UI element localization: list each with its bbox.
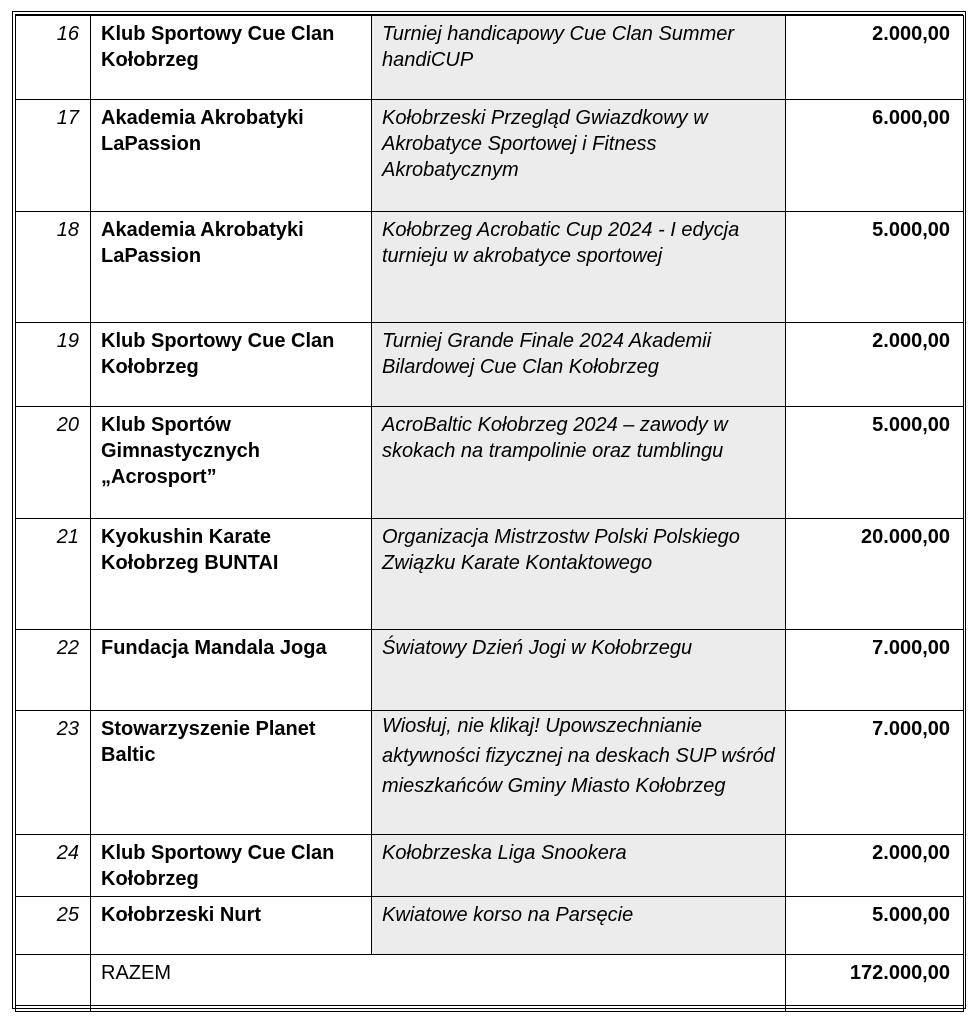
grant-amount: 6.000,00: [786, 100, 964, 212]
table-row: [16, 100, 964, 212]
grant-amount: 7.000,00: [786, 630, 964, 711]
table-row: [16, 630, 964, 711]
task-title: Kołobrzeski Przegląd Gwiazdkowy w Akrobatyce Sportowej i Fitness Akrobatycznym: [372, 100, 786, 212]
task-title: AcroBaltic Kołobrzeg 2024 – zawody w skokach na trampolinie oraz tumblingu: [372, 407, 786, 519]
row-number: 16: [16, 16, 91, 100]
organization-name: Stowarzyszenie Planet Baltic: [91, 711, 372, 835]
row-number: 25: [16, 897, 91, 955]
grant-amount: 5.000,00: [786, 407, 964, 519]
total-amount: 172.000,00: [786, 955, 964, 1012]
table-row: [16, 323, 964, 407]
grant-amount: 2.000,00: [786, 323, 964, 407]
row-number: 20: [16, 407, 91, 519]
grants-table: [15, 15, 964, 1012]
grant-amount: 20.000,00: [786, 519, 964, 630]
organization-name: Kyokushin Karate Kołobrzeg BUNTAI: [91, 519, 372, 630]
organization-name: Klub Sportowy Cue Clan Kołobrzeg: [91, 16, 372, 100]
grant-amount: 7.000,00: [786, 711, 964, 835]
total-row: [16, 955, 964, 1012]
grants-table-frame: [15, 14, 963, 1006]
table-row: [16, 212, 964, 323]
row-number: 21: [16, 519, 91, 630]
organization-name: Akademia Akrobatyki LaPassion: [91, 212, 372, 323]
task-title: Turniej handicapowy Cue Clan Summer handiCUP: [372, 16, 786, 100]
table-row: [16, 407, 964, 519]
organization-name: Akademia Akrobatyki LaPassion: [91, 100, 372, 212]
table-row: [16, 897, 964, 955]
task-title: Kołobrzeska Liga Snookera: [372, 835, 786, 897]
organization-name: Fundacja Mandala Joga: [91, 630, 372, 711]
organization-name: Klub Sportowy Cue Clan Kołobrzeg: [91, 323, 372, 407]
row-number: 18: [16, 212, 91, 323]
organization-name: Klub Sportowy Cue Clan Kołobrzeg: [91, 835, 372, 897]
task-title: Kwiatowe korso na Parsęcie: [372, 897, 786, 955]
task-title: Kołobrzeg Acrobatic Cup 2024 - I edycja turnieju w akrobatyce sportowej: [372, 212, 786, 323]
task-title: Wiosłuj, nie klikaj! Upowszechnianie aktywności fizycznej na deskach SUP wśród mieszkańców Gminy Miasto Kołobrzeg: [372, 711, 786, 835]
task-title: Turniej Grande Finale 2024 Akademii Bilardowej Cue Clan Kołobrzeg: [372, 323, 786, 407]
organization-name: Klub Sportów Gimnastycznych „Acrosport”: [91, 407, 372, 519]
grant-amount: 5.000,00: [786, 897, 964, 955]
grant-amount: 2.000,00: [786, 16, 964, 100]
table-row: [16, 711, 964, 835]
table-row: [16, 835, 964, 897]
task-title: Organizacja Mistrzostw Polski Polskiego Związku Karate Kontaktowego: [372, 519, 786, 630]
row-number: 19: [16, 323, 91, 407]
organization-name: Kołobrzeski Nurt: [91, 897, 372, 955]
table-row: [16, 16, 964, 100]
grant-amount: 5.000,00: [786, 212, 964, 323]
task-title: Światowy Dzień Jogi w Kołobrzegu: [372, 630, 786, 711]
row-number: 24: [16, 835, 91, 897]
row-number: 22: [16, 630, 91, 711]
table-row: [16, 519, 964, 630]
total-label: RAZEM: [91, 955, 786, 1012]
total-row-number-cell: [16, 955, 91, 1012]
row-number: 17: [16, 100, 91, 212]
grant-amount: 2.000,00: [786, 835, 964, 897]
row-number: 23: [16, 711, 91, 835]
